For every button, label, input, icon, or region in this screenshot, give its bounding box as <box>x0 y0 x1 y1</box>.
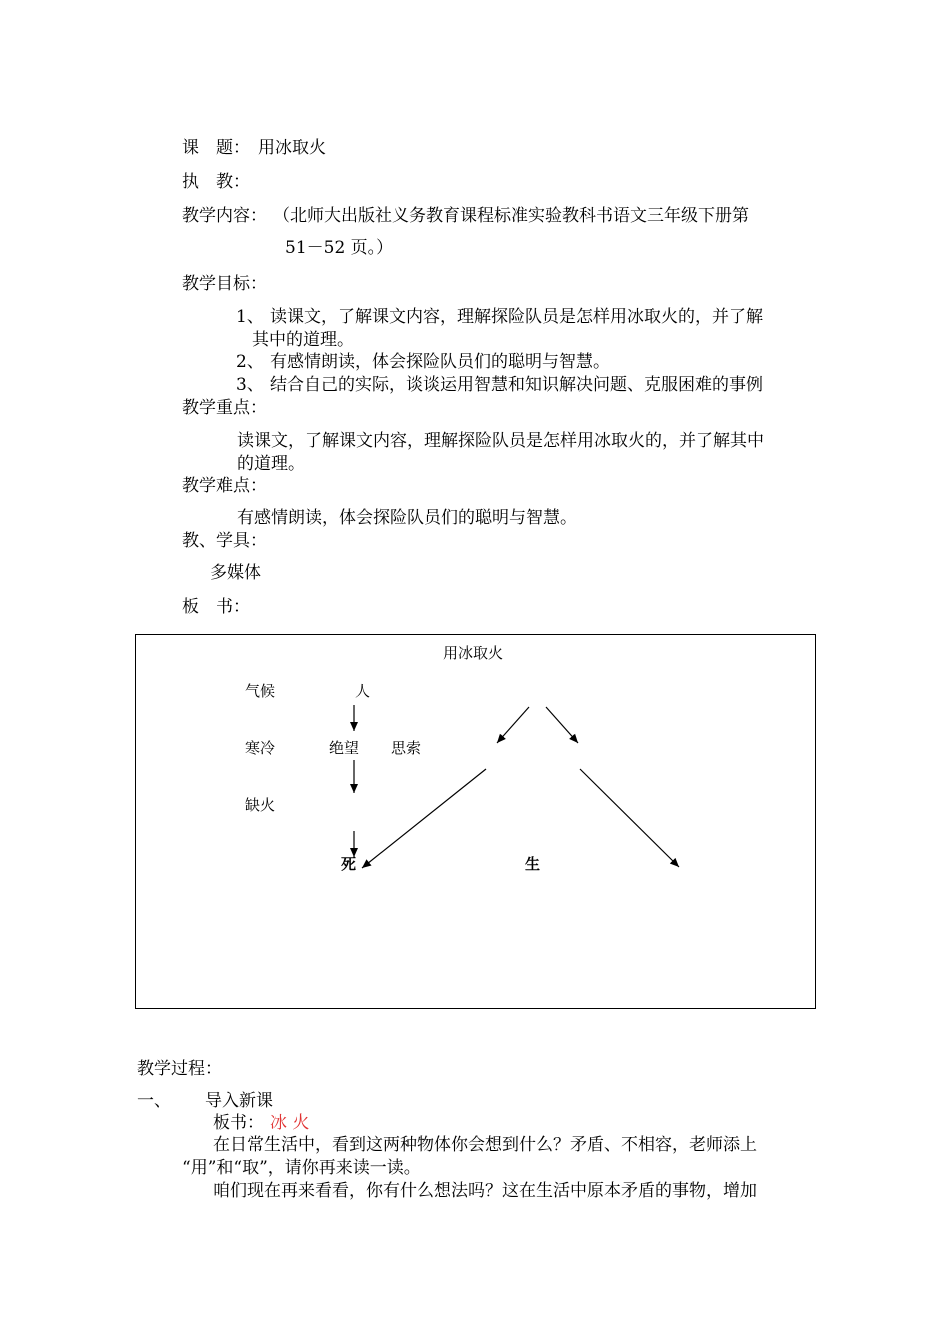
arrow-left-short <box>497 707 529 743</box>
board-arrows <box>136 635 817 1010</box>
board-label: 板 书： <box>182 597 250 617</box>
arrow-right-short <box>546 707 578 743</box>
paragraph-1-line-1: 在日常生活中，看到这两种物体你会想到什么？矛盾、不相容，老师添上 <box>213 1135 757 1155</box>
difficulties-text: 有感情朗读，体会探险队员们的聪明与智慧。 <box>237 508 577 528</box>
board-writing-words: 冰 火 <box>270 1113 310 1133</box>
key-points-label: 教学重点： <box>182 398 267 418</box>
process-label: 教学过程： <box>137 1059 222 1079</box>
teacher-label: 执 教： <box>182 172 250 192</box>
goal-2-line-1: 有感情朗读，体会探险队员们的聪明与智慧。 <box>270 352 610 372</box>
board-diagram <box>135 634 816 1009</box>
board-no-fire: 缺火 <box>245 796 276 814</box>
goal-3-num: 3、 <box>236 375 264 395</box>
board-life: 生 <box>525 855 541 873</box>
tools-label: 教、学具： <box>182 531 267 551</box>
topic-value: 用冰取火 <box>258 138 326 158</box>
board-writing-label: 板书： <box>213 1113 264 1133</box>
section-1-title: 导入新课 <box>205 1091 273 1111</box>
content-label: 教学内容： <box>182 206 267 226</box>
key-points-line-1: 读课文，了解课文内容，理解探险队员是怎样用冰取火的，并了解其中 <box>237 431 764 451</box>
paragraph-2-line-1: 咱们现在再来看看，你有什么想法吗？这在生活中原本矛盾的事物，增加 <box>213 1181 757 1201</box>
paragraph-1-line-2: “用”和“取”，请你再来读一读。 <box>182 1158 421 1178</box>
board-cold: 寒冷 <box>245 739 276 757</box>
difficulties-label: 教学难点： <box>182 476 267 496</box>
board-death: 死 <box>341 855 357 873</box>
goal-3-line-1: 结合自己的实际，谈谈运用智慧和知识解决问题、克服困难的事例 <box>270 375 763 395</box>
key-points-line-2: 的道理。 <box>237 454 305 474</box>
topic-label: 课 题： <box>182 138 250 158</box>
board-think: 思索 <box>391 739 422 757</box>
section-1-number: 一、 <box>137 1091 171 1111</box>
goals-label: 教学目标： <box>182 274 267 294</box>
goal-1-line-1: 读课文，了解课文内容，理解探险队员是怎样用冰取火的，并了解 <box>270 307 763 327</box>
board-despair: 绝望 <box>329 739 360 757</box>
goal-1-line-2: 其中的道理。 <box>252 330 354 350</box>
board-title: 用冰取火 <box>443 644 504 662</box>
arrow-right-long <box>580 769 679 867</box>
tools-text: 多媒体 <box>210 563 261 583</box>
goal-1-num: 1、 <box>236 307 264 327</box>
board-climate: 气候 <box>245 682 276 700</box>
board-person: 人 <box>355 682 371 700</box>
content-line-2: 51－52 页。） <box>285 238 394 258</box>
arrow-left-long <box>362 769 486 868</box>
content-line-1: （北师大出版社义务教育课程标准实验教科书语文三年级下册第 <box>273 206 749 226</box>
goal-2-num: 2、 <box>236 352 264 372</box>
